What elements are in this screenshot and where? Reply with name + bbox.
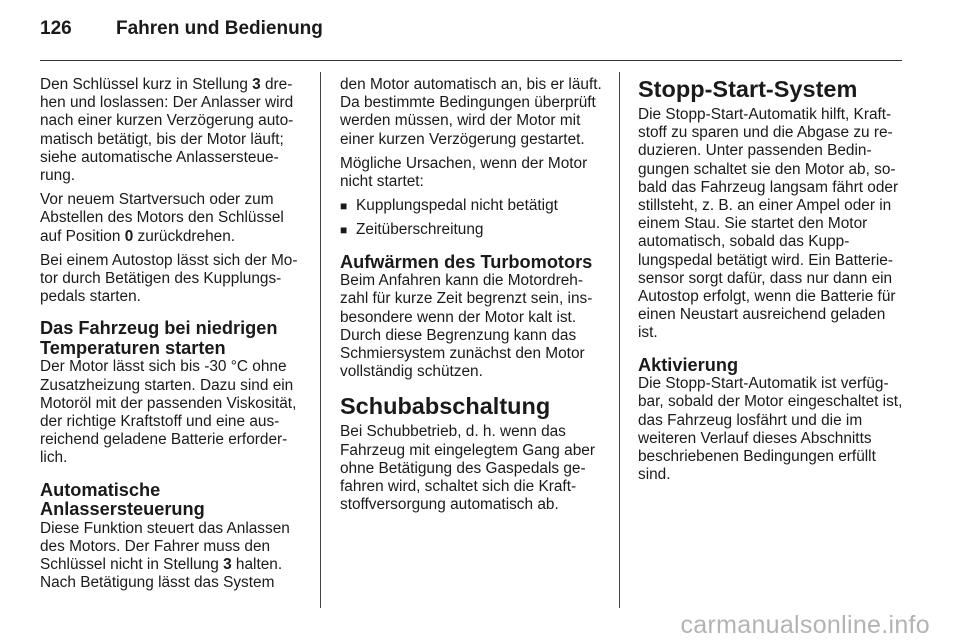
heading-auto-starter: Automatische Anlassersteuerung [40, 479, 205, 520]
bullet-square-icon: ■ [340, 199, 348, 214]
heading-fuel-cutoff: Schubabschaltung [340, 393, 551, 420]
paragraph-auto-starter: Diese Funktion steuert das Anlassen des Motors. Der Fahrer muss den Schlüssel nicht in Stellung 3 halten. Nach Betätigung lässt das System [40, 519, 290, 592]
paragraph-auto-start-cont: den Motor automatisch an, bis er läuft. Da bestimmte Bedingungen überprüft werden müssen, wird der Motor mit einer kurzen Verzögerung gestartet. [340, 76, 602, 148]
watermark: carmanualsonline.info [680, 611, 930, 639]
text-column-left [40, 76, 306, 598]
running-title: Fahren und Bedienung [116, 18, 323, 39]
paragraph-causes: Mögliche Ursachen, wenn der Motor nicht startet: [340, 154, 588, 191]
header-rule [40, 60, 902, 61]
paragraph-key-position-0: Vor neuem Startversuch oder zum Abstellen des Motors den Schlüssel auf Position 0 zurückdrehen. [40, 191, 284, 245]
paragraph-turbo-warmup: Beim Anfahren kann die Motordreh-zahl für kurze Zeit begrenzt sein, ins-besondere wenn der Motor kalt ist. Durch diese Begrenzung kann das Schmiersystem zunächst den Motor vollständig schützen. [340, 272, 593, 381]
list-item: ■ Zeitüberschreitung [340, 221, 484, 239]
heading-cold-start: Das Fahrzeug bei niedrigen Temperaturen starten [40, 318, 278, 358]
paragraph-cold-start: Der Motor lässt sich bis -30 °C ohne Zusatzheizung starten. Dazu sind ein Motoröl mit der passenden Viskosität, der richtige Kraftstoff und eine aus-reichend geladene Batterie erforder-lich. [40, 358, 297, 467]
heading-stop-start-system: Stopp-Start-System [638, 76, 858, 102]
paragraph-stop-start: Die Stopp-Start-Automatik hilft, Kraft-stoff zu sparen und die Abgase zu re-duzieren. Unter passenden Bedin-gungen schaltet sie den Motor ab, so-bald das Fahrzeug langsam fährt oder stillsteht, z. B. an einer Ampel oder in einem Stau. Sie startet den Motor automatisch, sobald das Kupp-lungspedal betätigt wird. Ein Batterie-sensor sorgt dafür, dass nur dann ein Autostop erfolgt, wenn die Batterie für einen Neustart ausreichend geladen ist. [638, 106, 899, 342]
list-item: ■ Kupplungspedal nicht betätigt [340, 197, 558, 215]
bullet-square-icon: ■ [340, 223, 348, 238]
column-divider-left [320, 72, 321, 608]
text-column-right [638, 76, 903, 490]
page-number: 126 [40, 18, 72, 39]
paragraph-autostop: Bei einem Autostop lässt sich der Mo-tor durch Betätigen des Kupplungs-pedals starten. [40, 251, 298, 306]
page-header [40, 18, 323, 48]
heading-activation: Aktivierung [638, 354, 739, 375]
column-divider-right [619, 72, 620, 608]
paragraph-key-position-3: Den Schlüssel kurz in Stellung 3 dre-hen und loslassen: Der Anlasser wird nach einer kurzen Verzögerung auto-matisch betätigt, bis der Motor läuft; siehe automatische Anlassersteue-rung. [40, 76, 294, 185]
paragraph-fuel-cutoff: Bei Schubbetrieb, d. h. wenn das Fahrzeug mit eingelegtem Gang aber ohne Betätigung des Gaspedals ge-fahren wird, schaltet sich die Kraft-stoffversorgung automatisch ab. [340, 423, 595, 514]
heading-turbo-warmup: Aufwärmen des Turbomotors [340, 251, 593, 272]
paragraph-activation: Die Stopp-Start-Automatik ist verfüg-bar, sobald der Motor eingeschaltet ist, das Fahrzeug losfährt und die im weiteren Verlauf dieses Abschnitts beschriebenen Bedingungen erfüllt sind. [638, 375, 903, 484]
text-column-middle [340, 76, 605, 520]
